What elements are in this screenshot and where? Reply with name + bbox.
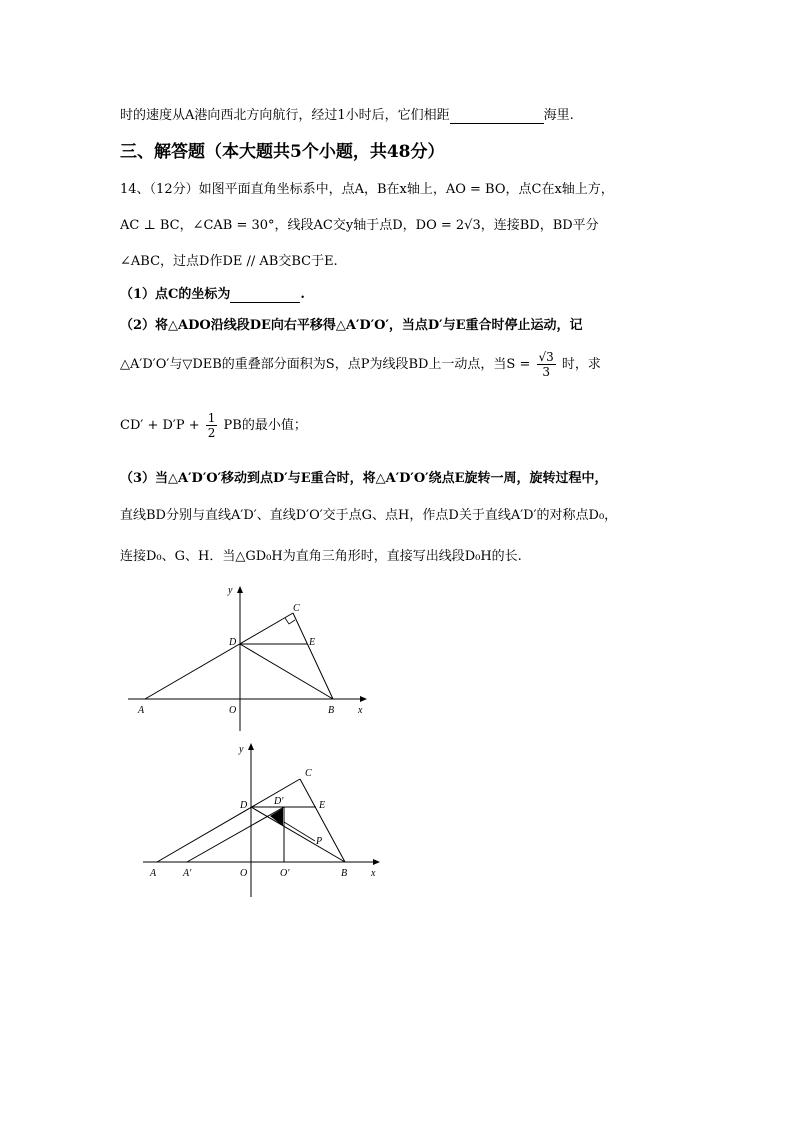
y-axis-arrow-icon [237,586,243,593]
fraction-one-half [206,411,218,440]
label-c: C [305,768,312,779]
x-axis-arrow-icon [360,696,367,702]
part2-line-2-text-b: 时，求 [561,357,601,372]
label-a: A [138,705,145,716]
label-y: y [239,744,244,755]
label-e: E [309,637,316,648]
answer-blank-point-c[interactable] [230,287,300,303]
label-a: A [150,868,157,879]
figure-2-diagram [135,740,395,900]
segment-bd [251,807,345,862]
y-axis-arrow-icon [248,743,254,750]
part2-line-3-text-a: CD′ + D′P + [120,418,200,433]
label-x: x [371,868,376,879]
text-line-0-end: 海里. [543,108,574,123]
segment-bc [293,613,333,699]
part2-line-2-text-a: △A′D′O′与▽DEB的重叠部分面积为S，点P为线段BD上一动点，当S = [120,357,531,372]
part1-line [120,283,305,303]
label-d: D [240,800,248,811]
label-d: D [229,637,237,648]
fraction-numerator: √3 [538,350,554,364]
figure-1-diagram [120,585,380,735]
segment-dp [284,822,315,841]
fraction-denominator: 2 [207,426,216,440]
segment-a2-d2 [187,807,284,862]
part2-line-3 [120,411,307,440]
segment-bd [240,644,333,699]
fraction-numerator: 1 [207,411,216,425]
section-heading: 三、解答题（本大题共5个小题，共48分） [120,142,445,162]
label-d-prime: D′ [274,796,284,807]
part2-line-3-text-b: PB的最小值； [223,418,307,433]
part1-end: . [300,287,305,302]
x-axis-arrow-icon [373,859,380,865]
answer-blank-distance[interactable] [450,108,544,124]
label-y: y [228,585,233,596]
text-line-0-content: 时的速度从A港向西北方向航行，经过1小时后，它们相距 [120,108,450,123]
label-o: O [229,705,237,716]
label-b: B [328,705,335,716]
part2-line-1: （2）将△ADO沿线段DE向右平移得△A′D′O′，当点D′与E重合时停止运动，记 [120,318,583,333]
label-o: O [240,868,248,879]
part2-line-2 [120,350,601,379]
q14-line-3: ∠ABC，过点D作DE // AB交BC于E. [120,254,338,269]
part3-line-3: 连接D₀、G、H．当△GD₀H为直角三角形时，直接写出线段D₀H的长. [120,549,522,564]
label-a-prime: A′ [183,868,192,879]
q14-line-1: 14、（12分）如图平面直角坐标系中，点A，B在x轴上，AO = BO，点C在x轴上方， [120,182,614,197]
label-p: P [316,836,323,847]
segment-bc [300,779,345,862]
part3-line-1: （3）当△A′D′O′移动到点D′与E重合时，将△A′D′O′绕点E旋转一周，旋转过程中， [120,471,608,486]
right-angle-mark [285,618,295,624]
label-x: x [358,705,363,716]
segment-ac [145,613,293,699]
label-o-prime: O′ [280,868,290,879]
label-e: E [319,800,326,811]
part3-line-2: 直线BD分别与直线A′D′、直线D′O′交于点G、点H，作点D关于直线A′D′的对称点D₀， [120,508,618,523]
fraction-s-value [537,350,556,379]
fraction-denominator: 3 [542,365,550,379]
text-line-0 [120,104,574,124]
label-b: B [341,868,348,879]
q14-line-2: AC ⊥ BC，∠CAB = 30°，线段AC交y轴于点D，DO = 2√3，连接BD，BD平分 [120,218,599,233]
part1-text: （1）点C的坐标为 [120,287,231,302]
label-c: C [293,603,300,614]
